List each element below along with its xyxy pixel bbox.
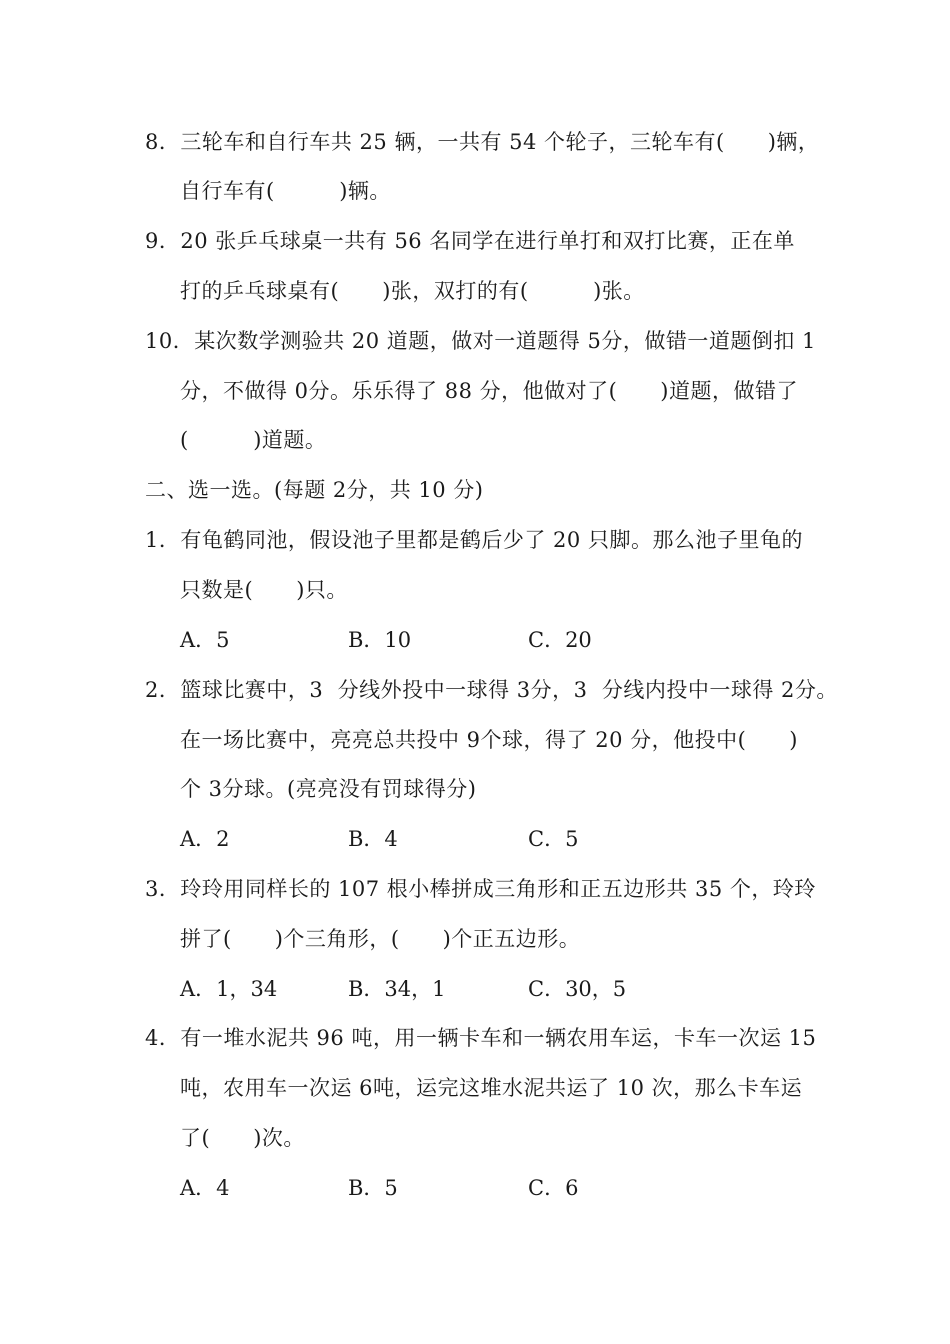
choice-2-option-b: B．4 — [348, 827, 398, 851]
choice-4-option-c: C．6 — [528, 1176, 579, 1200]
choice-1-option-c: C．20 — [528, 628, 592, 652]
choice-4-line-2: 吨，农用车一次运 6吨，运完这堆水泥共运了 10 次，那么卡车运 — [180, 1076, 803, 1100]
choice-3-option-c: C．30，5 — [528, 977, 627, 1001]
choice-2-option-c: C．5 — [528, 827, 579, 851]
choice-1-option-a: A．5 — [180, 628, 230, 652]
question-8-line-1 — [145, 127, 819, 157]
choice-3-option-b: B．34，1 — [348, 977, 446, 1001]
question-9-line-1 — [145, 226, 795, 256]
question-8-line-2: 自行车有( )辆。 — [180, 179, 391, 203]
question-number: 2． — [145, 678, 181, 702]
choice-3-line-1 — [145, 874, 816, 904]
choice-4-line-3: 了( )次。 — [180, 1126, 305, 1150]
choice-4-option-b: B．5 — [348, 1176, 398, 1200]
section-title: 二、选一选。(每题 2分，共 10 分) — [145, 478, 484, 502]
choice-1-line-2: 只数是( )只。 — [180, 578, 348, 602]
question-text: 有龟鹤同池，假设池子里都是鹤后少了 20 只脚。那么池子里龟的 — [180, 528, 803, 552]
choice-4-option-a: A．4 — [180, 1176, 230, 1200]
question-text: 篮球比赛中，3 分线外投中一球得 3分，3 分线内投中一球得 2分。 — [180, 678, 838, 702]
question-number: 8． — [145, 130, 181, 154]
question-number: 4． — [145, 1026, 181, 1050]
choice-2-option-a: A．2 — [180, 827, 230, 851]
question-10-line-3: ( )道题。 — [180, 428, 327, 452]
choice-2-line-1 — [145, 675, 838, 705]
choice-3-option-a: A．1，34 — [180, 977, 278, 1001]
question-text: 有一堆水泥共 96 吨，用一辆卡车和一辆农用车运，卡车一次运 15 — [180, 1026, 817, 1050]
choice-1-line-1 — [145, 525, 803, 555]
question-number: 3． — [145, 877, 181, 901]
choice-1-option-b: B．10 — [348, 628, 412, 652]
question-text: 20 张乒乓球桌一共有 56 名同学在进行单打和双打比赛，正在单 — [180, 229, 795, 253]
choice-3-line-2: 拼了( )个三角形，( )个正五边形。 — [180, 927, 581, 951]
choice-4-line-1 — [145, 1023, 816, 1053]
question-text: 三轮车和自行车共 25 辆，一共有 54 个轮子，三轮车有( )辆， — [180, 130, 820, 154]
question-number: 1． — [145, 528, 181, 552]
question-number: 9． — [145, 229, 181, 253]
choice-2-line-3: 个 3分球。(亮亮没有罚球得分) — [180, 777, 477, 801]
question-10-line-2: 分，不做得 0分。乐乐得了 88 分，他做对了( )道题，做错了 — [180, 379, 798, 403]
question-text: 某次数学测验共 20 道题，做对一道题得 5分，做错一道题倒扣 1 — [194, 329, 816, 353]
question-text: 玲玲用同样长的 107 根小棒拼成三角形和正五边形共 35 个，玲玲 — [180, 877, 816, 901]
question-9-line-2: 打的乒乓球桌有( )张，双打的有( )张。 — [180, 279, 645, 303]
question-10-line-1 — [145, 326, 816, 356]
question-number: 10． — [145, 329, 195, 353]
choice-2-line-2: 在一场比赛中，亮亮总共投中 9个球，得了 20 分，他投中( ) — [180, 728, 798, 752]
